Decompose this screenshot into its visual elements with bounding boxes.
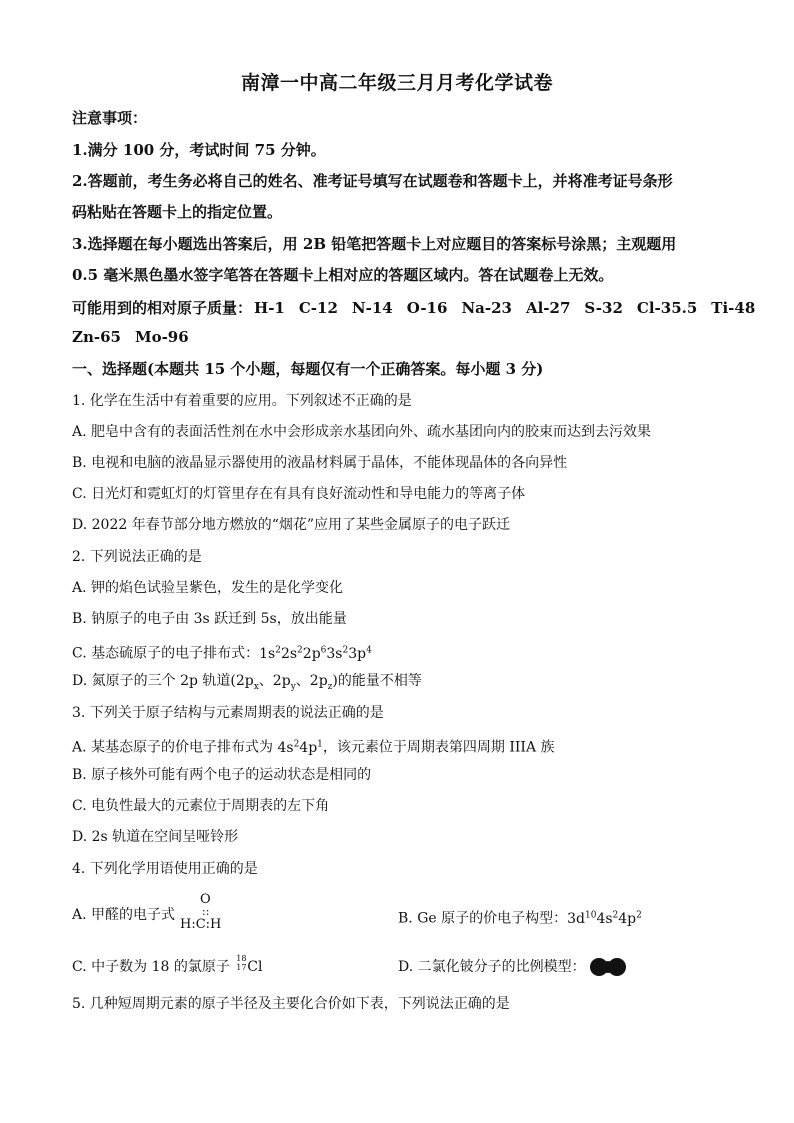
q5-stem: 5. 几种短周期元素的原子半径及主要化合价如下表，下列说法正确的是 — [72, 996, 510, 1012]
q2-stem: 2. 下列说法正确的是 — [72, 549, 202, 565]
q4-option-b-text: B. Ge 原子的价电子构型： — [398, 910, 568, 927]
q2-option-c — [72, 641, 372, 663]
mass-o: O-16 — [406, 299, 448, 317]
q2-option-d-prefix: D. 氮原子的三个 2p 轨道( — [72, 673, 236, 689]
atomic-masses-label: 可能用到的相对原子质量： — [72, 299, 253, 317]
formaldehyde-electron-formula — [180, 893, 240, 935]
q2-option-b: B. 钠原子的电子由 3s 跃迁到 5s，放出能量 — [72, 611, 347, 627]
q3-stem: 3. 下列关于原子结构与元素周期表的说法正确的是 — [72, 705, 384, 721]
q4-stem: 4. 下列化学用语使用正确的是 — [72, 861, 258, 877]
q3-option-c: C. 电负性最大的元素位于周期表的左下角 — [72, 798, 330, 814]
q1-option-b: B. 电视和电脑的液晶显示器使用的液晶材料属于晶体，不能体现晶体的各向异性 — [72, 455, 568, 471]
notice-3-cont: 0.5 毫米黑色墨水签字笔答在答题卡上相对应的答题区域内。答在试题卷上无效。 — [72, 266, 614, 284]
p-orbitals: $2p_x$、$2p_y$、$2p_z$ — [235, 673, 333, 692]
mass-zn: Zn-65 — [72, 328, 121, 346]
valence-config: $4s^24p^1$ — [277, 739, 323, 756]
mass-ti: Ti-48 — [711, 299, 756, 317]
mass-cl: Cl-35.5 — [636, 299, 698, 317]
mass-h: H-1 — [254, 299, 285, 317]
notice-heading: 注意事项： — [72, 109, 148, 127]
q1-option-c: C. 日光灯和霓虹灯的灯管里存在有具有良好流动性和导电能力的等离子体 — [72, 486, 526, 502]
q1-option-a: A. 肥皂中含有的表面活性剂在水中会形成亲水基团向外、疏水基团向内的胶束而达到去污效果 — [72, 424, 652, 440]
oxygen-symbol: O — [200, 892, 211, 907]
q2-option-c-prefix: C. 基态硫原子的电子排布式： — [72, 645, 260, 662]
notice-3: 3.选择题在每小题选出答案后，用 2B 铅笔把答题卡上对应题目的答案标号涂黑；主观题用 — [72, 235, 677, 253]
q3-option-a — [72, 735, 555, 757]
q1-stem: 1. 化学在生活中有着重要的应用。下列叙述不正确的是 — [72, 393, 412, 409]
q4-option-c-text: C. 中子数为 18 的氯原子 — [72, 959, 230, 975]
mass-c: C-12 — [298, 299, 338, 317]
q3-option-a-prefix: A. 某基态原子的价电子排布式为 — [72, 739, 278, 756]
notice-2-cont: 码粘贴在答题卡上的指定位置。 — [72, 203, 283, 221]
q4-option-d-text: D. 二氯化铍分子的比例模型： — [398, 959, 586, 975]
mass-s: S-32 — [584, 299, 623, 317]
q3-option-b: B. 原子核外可能有两个电子的运动状态是相同的 — [72, 767, 372, 783]
notice-1: 1.满分 100 分，考试时间 75 分钟。 — [72, 141, 326, 159]
q2-option-d-suffix: )的能量不相等 — [332, 673, 422, 689]
formula-row: H:C:H — [180, 917, 222, 932]
q2-option-a: A. 钾的焰色试验呈紫色，发生的是化学变化 — [72, 580, 344, 596]
q4-option-b — [398, 906, 642, 928]
q4-option-d — [398, 958, 630, 976]
becl2-space-filling-model — [590, 958, 630, 976]
mass-mo: Mo-96 — [134, 328, 189, 346]
exam-title: 南漳一中高二年级三月月考化学试卷 — [240, 72, 553, 94]
q1-option-d: D. 2022 年春节部分地方燃放的“烟花”应用了某些金属原子的电子跃迁 — [72, 517, 511, 533]
q4-option-c — [72, 954, 264, 976]
notice-2: 2.答题前，考生务必将自己的姓名、准考证号填写在试题卷和答题卡上，并将准考证号条形 — [72, 172, 673, 190]
mass-n: N-14 — [351, 299, 393, 317]
be-atom — [602, 961, 614, 973]
double-bond-dots: :: — [202, 905, 210, 918]
q3-option-d: D. 2s 轨道在空间呈哑铃形 — [72, 829, 239, 845]
mass-al: Al-27 — [525, 299, 571, 317]
q3-option-a-suffix: ，该元素位于周期表第四周期 IIIA 族 — [322, 739, 555, 756]
ge-config: $3d^{10}4s^24p^2$ — [567, 910, 642, 927]
q4-option-a: A. 甲醛的电子式 — [72, 907, 176, 923]
q2-option-d — [72, 672, 422, 696]
sulfur-config: $1s^22s^22p^63s^23p^4$ — [259, 645, 372, 662]
atomic-masses-line1 — [72, 297, 769, 318]
chlorine-isotope: 18 17 Cl — [236, 954, 263, 975]
mass-na: Na-23 — [461, 299, 512, 317]
atomic-masses-line2 — [72, 328, 203, 346]
section-1-heading: 一、选择题(本题共 15 个小题，每题仅有一个正确答案。每小题 3 分) — [72, 360, 544, 378]
